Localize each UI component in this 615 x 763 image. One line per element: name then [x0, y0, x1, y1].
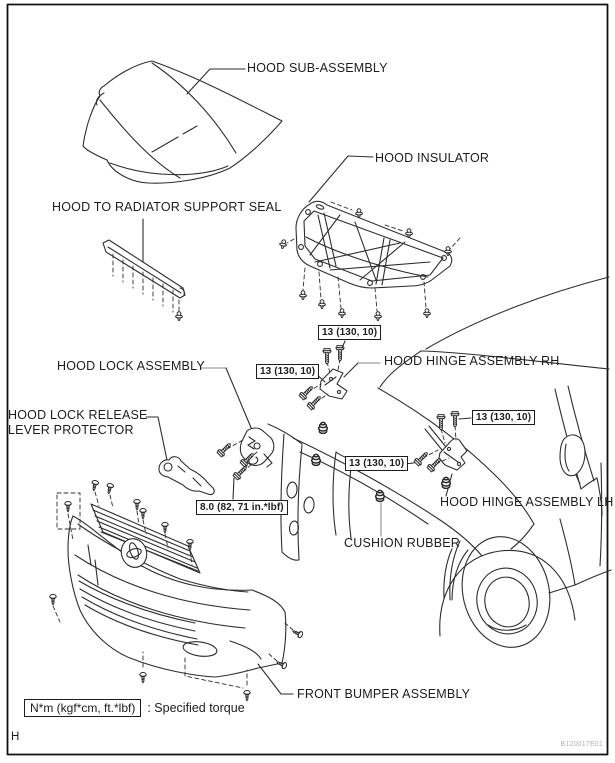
- label-hood-lock-assembly: HOOD LOCK ASSEMBLY: [57, 359, 205, 373]
- hood-to-radiator-support-seal-drawing: [103, 219, 185, 320]
- lever-protector-drawing: [146, 417, 214, 495]
- torque-box-hood-lock: 8.0 (82, 71 in.*lbf): [196, 500, 288, 515]
- drawing-code: B120017E01: [560, 741, 603, 748]
- hood-lock-drawing: [201, 368, 274, 499]
- hood-hinge-lh-drawing: [404, 412, 471, 496]
- cushion-rubber-parts: [312, 422, 451, 536]
- label-line-2: LEVER PROTECTOR: [8, 423, 134, 437]
- label-hood-hinge-assembly-rh: HOOD HINGE ASSEMBLY RH: [384, 354, 560, 368]
- label-hood-lock-release-lever-protector: [8, 408, 148, 438]
- page-marker: H: [11, 731, 20, 743]
- label-hood-hinge-assembly-lh: HOOD HINGE ASSEMBLY LH: [440, 495, 614, 509]
- torque-symbol-box: N*m (kgf*cm, ft.*lbf): [24, 699, 141, 717]
- torque-legend-text: : Specified torque: [147, 701, 245, 715]
- torque-box-hinge-lh-side: 13 (130, 10): [345, 456, 408, 471]
- hood-sub-assembly-drawing: [83, 61, 282, 183]
- label-front-bumper-assembly: FRONT BUMPER ASSEMBLY: [297, 687, 471, 701]
- label-hood-sub-assembly: HOOD SUB-ASSEMBLY: [247, 61, 388, 75]
- label-hood-insulator: HOOD INSULATOR: [375, 151, 490, 165]
- torque-box-hinge-rh-upper: 13 (130, 10): [318, 325, 381, 340]
- torque-box-hinge-lh-upper: 13 (130, 10): [472, 410, 535, 425]
- label-cushion-rubber: CUSHION RUBBER: [344, 536, 461, 550]
- label-line-1: HOOD LOCK RELEASE: [8, 408, 148, 422]
- hood-insulator-drawing: [279, 156, 460, 320]
- label-hood-to-radiator-support-seal: HOOD TO RADIATOR SUPPORT SEAL: [52, 200, 282, 214]
- torque-legend: [24, 699, 245, 717]
- torque-box-hinge-rh-side: 13 (130, 10): [256, 364, 319, 379]
